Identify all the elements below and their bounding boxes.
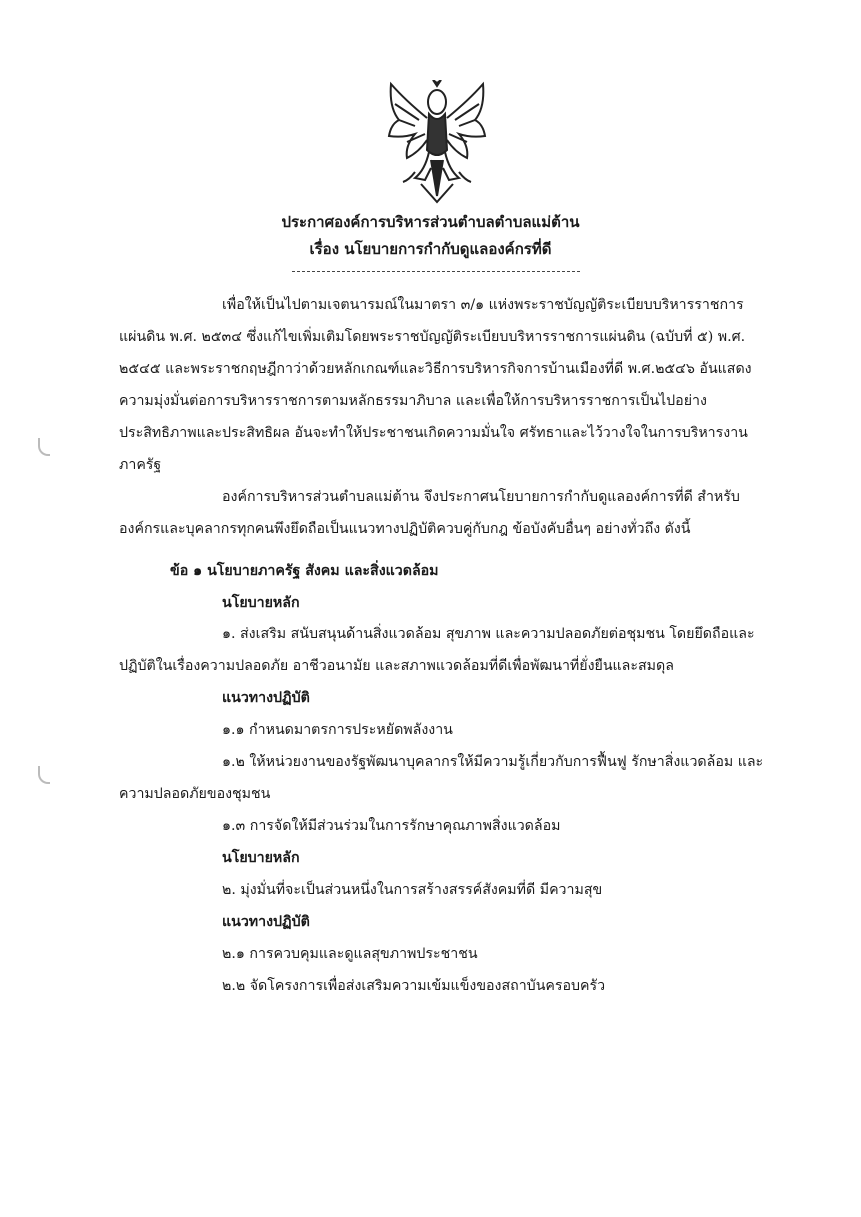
practice-label: แนวทางปฏิบัติ [222, 690, 310, 706]
practice-item: ๒.๑ การควบคุมและดูแลสุขภาพประชาชน [222, 946, 478, 962]
main-policy-label: นโยบายหลัก [222, 850, 300, 866]
policy-line: ปฏิบัติในเรื่องความปลอดภัย อาชีวอนามัย และสภาพแวดล้อมที่ดีเพื่อพัฒนาที่ยั่งยืนและสมดุล [119, 658, 674, 674]
practice-item: ๑.๓ การจัดให้มีส่วนร่วมในการรักษาคุณภาพสิ่งแวดล้อม [222, 818, 561, 834]
title-divider [292, 271, 580, 272]
main-policy-label: นโยบายหลัก [222, 595, 300, 611]
intro-line: ความมุ่งมั่นต่อการบริหารราชการตามหลักธรรมาภิบาล และเพื่อให้การบริหารราชการเป็นไปอย่าง [119, 393, 707, 409]
intro-line: ๒๕๔๕ และพระราชกฤษฎีกาว่าด้วยหลักเกณฑ์และวิธีการบริหารกิจการบ้านเมืองที่ดี พ.ศ.๒๕๔๖ อันแสดง [119, 361, 752, 377]
practice-label: แนวทางปฏิบัติ [222, 914, 310, 930]
hole-punch-mark [38, 766, 50, 784]
intro-line: ภาครัฐ [119, 457, 162, 473]
policy-line: ๑. ส่งเสริม สนับสนุนด้านสิ่งแวดล้อม สุขภาพ และความปลอดภัยต่อชุมชน โดยยึดถือและ [222, 626, 755, 642]
practice-item: ๒.๒ จัดโครงการเพื่อส่งเสริมความเข้มแข็งของสถาบันครอบครัว [222, 978, 606, 994]
intro-line: เพื่อให้เป็นไปตามเจตนารมณ์ในมาตรา ๓/๑ แห่งพระราชบัญญัติระเบียบบริหารราชการ [222, 297, 744, 313]
announce-line: องค์การบริหารส่วนตำบลแม่ต้าน จึงประกาศนโยบายการกำกับดูแลองค์การที่ดี สำหรับ [222, 489, 740, 505]
practice-item: ๑.๒ ให้หน่วยงานของรัฐพัฒนาบุคลากรให้มีความรู้เกี่ยวกับการฟื้นฟู รักษาสิ่งแวดล้อม และ [222, 754, 764, 770]
section-heading: ข้อ ๑ นโยบายภาครัฐ สังคม และสิ่งแวดล้อม [170, 563, 439, 579]
garuda-emblem-icon [385, 80, 489, 204]
practice-item: ๑.๑ กำหนดมาตรการประหยัดพลังงาน [222, 722, 453, 738]
announcement-subject: เรื่อง นโยบายการกำกับดูแลองค์กรที่ดี [309, 240, 552, 258]
practice-item: ความปลอดภัยของชุมชน [119, 786, 271, 802]
intro-line: ประสิทธิภาพและประสิทธิผล อันจะทำให้ประชาชนเกิดความมั่นใจ ศรัทธาและไว้วางใจในการบริหารงาน [119, 425, 748, 441]
intro-line: แผ่นดิน พ.ศ. ๒๕๓๔ ซึ่งแก้ไขเพิ่มเติมโดยพระราชบัญญัติระเบียบบริหารราชการแผ่นดิน (ฉบับที่ ๕) พ.ศ. [119, 329, 746, 345]
hole-punch-mark [38, 438, 50, 456]
announcement-title: ประกาศองค์การบริหารส่วนตำบลตำบลแม่ต้าน [281, 213, 580, 231]
announce-line: องค์กรและบุคลากรทุกคนพึงยึดถือเป็นแนวทางปฏิบัติควบคู่กับกฎ ข้อบังคับอื่นๆ อย่างทั่วถึง ดังนี้ [119, 521, 691, 537]
policy-line: ๒. มุ่งมั่นที่จะเป็นส่วนหนึ่งในการสร้างสรรค์สังคมที่ดี มีความสุข [222, 882, 603, 898]
